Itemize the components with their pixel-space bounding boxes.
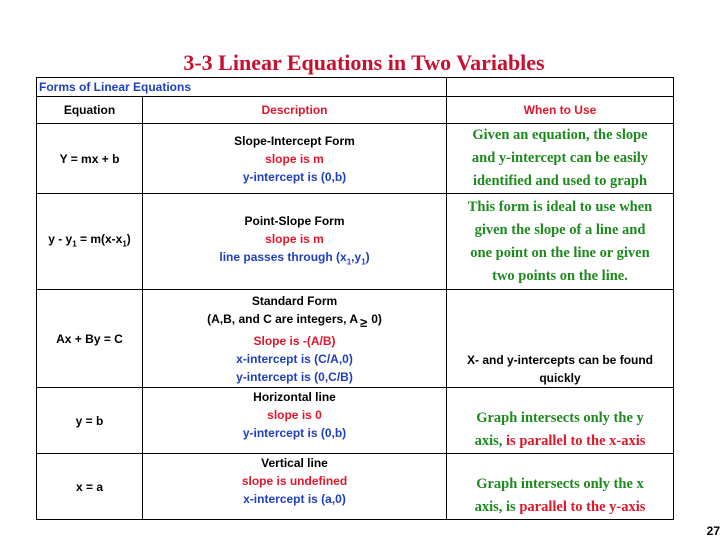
slope-text: Slope is -(A/B) xyxy=(253,333,336,348)
when-line: Graph intersects only the y xyxy=(476,410,644,426)
slope-text: slope is undefined xyxy=(241,474,348,488)
equation-cell: Y = mx + b xyxy=(37,124,143,194)
equation-cell: Ax + By = C xyxy=(37,290,143,388)
equation-part: y - y xyxy=(48,231,73,246)
when-line: identified and used to graph xyxy=(472,173,648,189)
when-line: one point on the line or given xyxy=(470,244,650,261)
intercept-text: x-intercept is (a,0) xyxy=(243,492,346,506)
header-row xyxy=(37,97,674,124)
integer-note xyxy=(143,310,446,332)
when-cell xyxy=(447,124,674,194)
when-line: This form is ideal to use when xyxy=(467,198,653,215)
point-part: line passes through (x xyxy=(219,249,347,264)
form-name: Horizontal line xyxy=(253,390,336,404)
intercept-text: y-intercept is (0,b) xyxy=(242,426,347,440)
caption-row xyxy=(37,78,674,97)
slope-text: slope is m xyxy=(265,231,324,246)
equation-part: ) xyxy=(126,231,131,246)
form-name: Standard Form xyxy=(251,293,338,308)
when-line: X- and y-intercepts can be found xyxy=(466,353,654,367)
when-part: axis, xyxy=(474,433,503,449)
intercept-text: y-intercept is (0,C/B) xyxy=(236,369,353,384)
description-cell xyxy=(143,454,447,520)
subscript: 1 xyxy=(346,257,352,267)
when-part-red: is parallel to the x-axis xyxy=(506,433,646,449)
subscript: 1 xyxy=(361,257,366,267)
when-line: given the slope of a line and xyxy=(474,221,646,238)
when-line: Given an equation, the slope xyxy=(472,127,648,143)
when-line xyxy=(447,496,673,519)
equation-part: = m(x-x xyxy=(76,231,123,246)
when-line: Graph intersects only the x xyxy=(476,476,644,492)
linear-equations-table xyxy=(36,77,674,520)
when-part-red: parallel to the y-axis xyxy=(519,499,646,515)
point-text xyxy=(143,248,446,271)
intercept-text: x-intercept is (C/A,0) xyxy=(236,351,353,366)
description-cell xyxy=(143,124,447,194)
header-when: When to Use xyxy=(447,97,674,124)
equation-cell: x = a xyxy=(37,454,143,520)
table-row xyxy=(37,388,674,454)
slope-text: slope is 0 xyxy=(267,408,322,422)
when-line xyxy=(447,430,673,453)
intercept-text: y-intercept is (0,b) xyxy=(242,169,347,184)
point-part: ) xyxy=(365,249,370,264)
when-cell xyxy=(447,454,674,520)
note-part: (A,B, and C are integers, A xyxy=(207,311,359,326)
when-line: and y-intercept can be easily xyxy=(471,150,649,166)
when-part: is xyxy=(506,499,516,515)
when-cell xyxy=(447,290,674,388)
page-number: 27 xyxy=(706,524,720,538)
when-cell xyxy=(447,194,674,290)
equation-cell: y = b xyxy=(37,388,143,454)
subscript: 1 xyxy=(122,239,127,249)
page-title: 3-3 Linear Equations in Two Variables xyxy=(183,50,545,75)
caption-empty-cell xyxy=(447,78,674,97)
description-cell xyxy=(143,388,447,454)
form-name: Point-Slope Form xyxy=(244,213,345,228)
slope-text: slope is m xyxy=(265,151,324,166)
table-row xyxy=(37,454,674,520)
note-part: 0) xyxy=(371,311,382,326)
form-name: Slope-Intercept Form xyxy=(234,133,355,148)
header-description: Description xyxy=(143,97,447,124)
when-line: two points on the line. xyxy=(492,267,628,284)
form-name: Vertical line xyxy=(261,456,328,470)
when-line: quickly xyxy=(539,371,581,385)
table-caption: Forms of Linear Equations xyxy=(37,78,447,97)
table-row xyxy=(37,194,674,290)
description-cell xyxy=(143,194,447,290)
equation-cell xyxy=(37,194,143,290)
description-cell xyxy=(143,290,447,388)
table-row xyxy=(37,290,674,388)
when-part: axis, xyxy=(474,499,503,515)
when-cell xyxy=(447,388,674,454)
point-part: ,y xyxy=(351,249,362,264)
header-equation: Equation xyxy=(37,97,143,124)
greater-equal-symbol: ≥ xyxy=(360,314,368,330)
subscript: 1 xyxy=(72,239,77,249)
table-row xyxy=(37,124,674,194)
